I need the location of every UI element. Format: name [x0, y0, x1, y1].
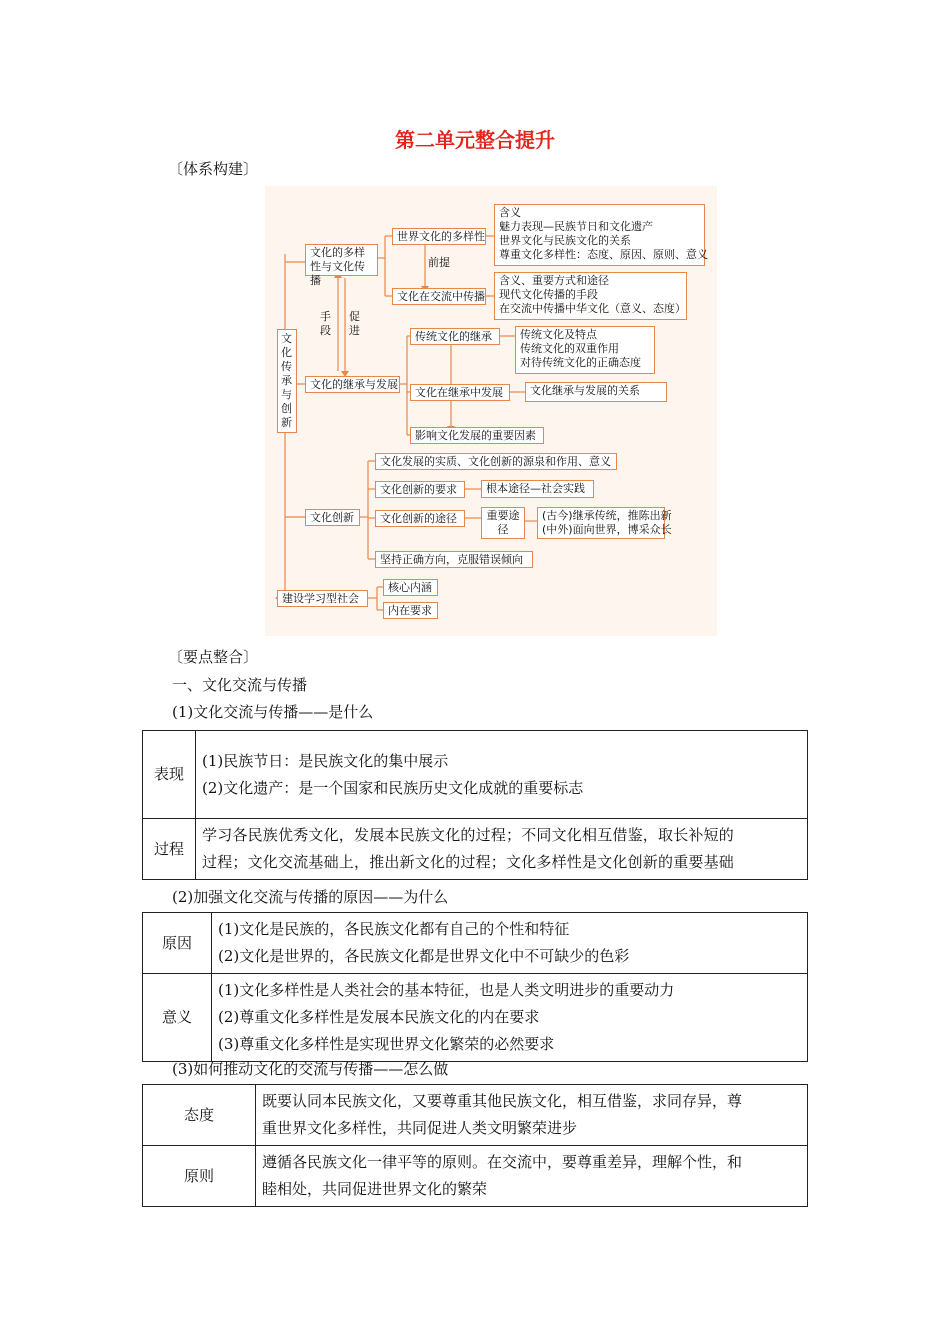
table-how: [142, 1084, 808, 1207]
table-cell: (1)文化多样性是人类社会的基本特征，也是人类文明进步的重要动力 (2)尊重文化多样性是发展本民族文化的内在要求 (3)尊重文化多样性是实现世界文化繁荣的必然要求: [212, 974, 808, 1062]
map-node-paths: 文化创新的途径: [375, 510, 465, 527]
table-row: [143, 819, 808, 880]
concept-map: [265, 186, 717, 636]
subheading-1: (1)文化交流与传播——是什么: [172, 703, 374, 721]
subheading-3: (3)如何推动文化的交流与传播——怎么做: [172, 1060, 449, 1078]
subheading-2: (2)加强文化交流与传播的原因——为什么: [172, 888, 449, 906]
section-label-points: 〔要点整合〕: [168, 648, 259, 666]
table-head: 态度: [143, 1085, 256, 1146]
map-node-diversity: 文化的多样性与文化传播: [305, 244, 378, 276]
table-row: [143, 974, 808, 1062]
table-why: [142, 912, 808, 1062]
table-cell: (1)文化是民族的，各民族文化都有自己的个性和特征 (2)文化是世界的，各民族文化都是世界文化中不可缺少的色彩: [212, 913, 808, 974]
table-cell: 学习各民族优秀文化，发展本民族文化的过程；不同文化相互借鉴，取长补短的 过程；文化交流基础上，推出新文化的过程；文化多样性是文化创新的重要基础: [196, 819, 808, 880]
table-head: 原则: [143, 1146, 256, 1207]
table-row: [143, 1146, 808, 1207]
table-cell: 既要认同本民族文化，又要尊重其他民族文化，相互借鉴，求同存异，尊 重世界文化多样性，共同促进人类文明繁荣进步: [256, 1085, 808, 1146]
table-head: 表现: [143, 731, 196, 819]
map-node-society: 建设学习型社会: [277, 590, 368, 607]
table-what: [142, 730, 808, 880]
heading-1: 一、文化交流与传播: [172, 676, 308, 694]
table-row: [143, 913, 808, 974]
map-node-inner: 内在要求: [383, 602, 438, 619]
map-node-develop: 文化在继承中发展: [410, 384, 510, 401]
map-node-inherit: 文化的继承与发展: [305, 376, 400, 393]
table-head: 过程: [143, 819, 196, 880]
table-head: 意义: [143, 974, 212, 1062]
map-root: 文化传承与创新: [277, 329, 297, 433]
map-node-requirement: 文化创新的要求: [375, 481, 465, 498]
map-node-core: 核心内涵: [383, 579, 438, 596]
map-label-promote: 促进: [349, 310, 360, 337]
map-node-exchange: 文化在交流中传播: [392, 288, 486, 305]
map-label-premise: 前提: [428, 256, 450, 269]
map-node-tradition-detail: 传统文化及特点 传统文化的双重作用 对待传统文化的正确态度: [515, 326, 655, 374]
map-node-develop-detail: 文化继承与发展的关系: [525, 382, 667, 402]
map-node-important: 重要途径: [481, 507, 525, 539]
map-node-world-detail: 含义 魅力表现—民族节日和文化遗产 世界文化与民族文化的关系 尊重文化多样性：态度、原因、原则、意义: [494, 204, 705, 266]
map-node-innovation: 文化创新: [305, 509, 360, 526]
table-head: 原因: [143, 913, 212, 974]
map-node-basic-path: 根本途径—社会实践: [481, 480, 594, 498]
table-row: [143, 1085, 808, 1146]
table-cell: 遵循各民族文化一律平等的原则。在交流中，要尊重差异，理解个性，和 睦相处，共同促进世界文化的繁荣: [256, 1146, 808, 1207]
table-cell: (1)民族节日：是民族文化的集中展示 (2)文化遗产：是一个国家和民族历史文化成就的重要标志: [196, 731, 808, 819]
table-row: [143, 731, 808, 819]
map-label-means: 手段: [320, 310, 331, 337]
map-node-world-diversity: 世界文化的多样性: [392, 228, 486, 245]
page-title: 第二单元整合提升: [395, 128, 555, 152]
map-node-factors: 影响文化发展的重要因素: [410, 427, 544, 444]
map-node-essence: 文化发展的实质、文化创新的源泉和作用、意义: [375, 453, 617, 470]
map-node-exchange-detail: 含义、重要方式和途径 现代文化传播的手段 在交流中传播中华文化（意义、态度）: [494, 272, 687, 320]
map-node-important-detail: (古今)继承传统，推陈出新 (中外)面向世界，博采众长: [537, 507, 665, 539]
map-node-direction: 坚持正确方向，克服错误倾向: [375, 551, 533, 568]
map-node-tradition: 传统文化的继承: [410, 328, 500, 345]
section-label-build: 〔体系构建〕: [168, 160, 259, 178]
